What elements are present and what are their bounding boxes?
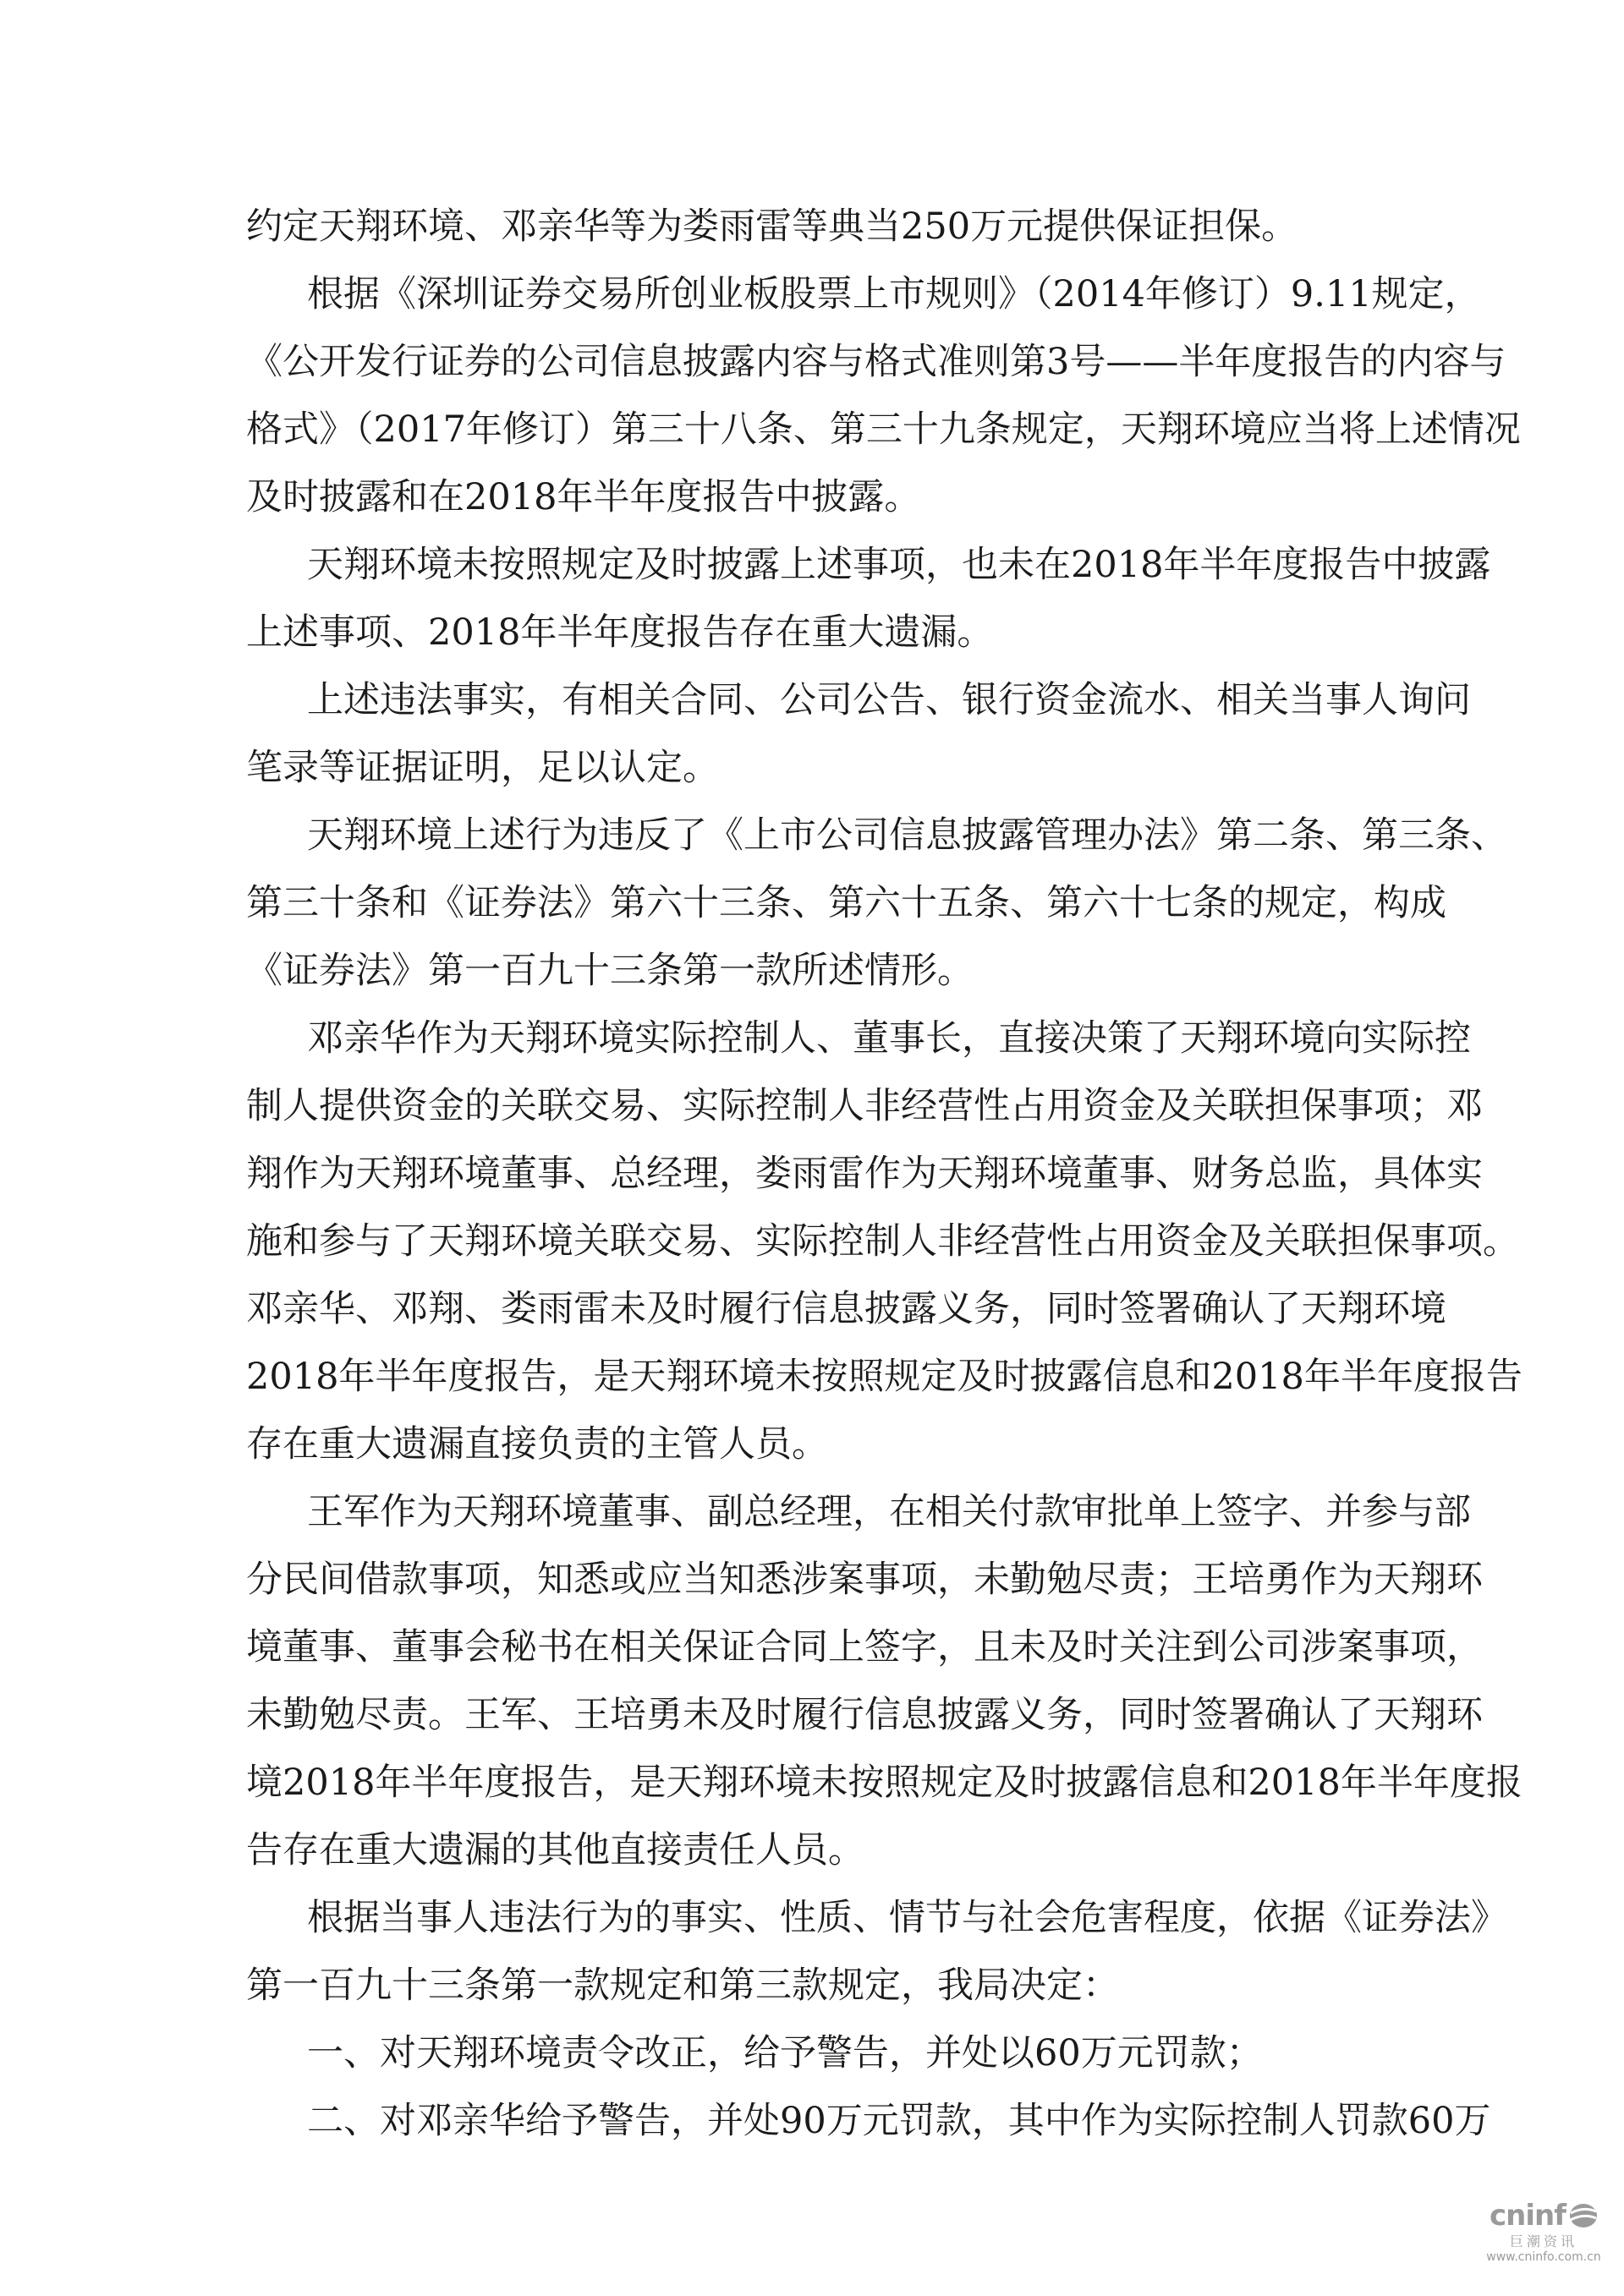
paragraph-6-line: 境董事、董事会秘书在相关保证合同上签字，且未及时关注到公司涉案事项， [246, 1626, 1483, 1669]
paragraph-5-line: 2018年半年度报告，是天翔环境未按照规定及时披露信息和2018年半年度报告 [246, 1356, 1522, 1398]
paragraph-7-line: 根据当事人违法行为的事实、性质、情节与社会危害程度，依据《证券法》 [307, 1897, 1507, 1939]
paragraph-1-line: 及时披露和在2018年半年度报告中披露。 [246, 476, 921, 518]
paragraph-7-line: 第一百九十三条第一款规定和第三款规定，我局决定： [246, 1964, 1119, 2007]
paragraph-4-line: 第三十条和《证券法》第六十三条、第六十五条、第六十七条的规定，构成 [246, 882, 1446, 924]
paragraph-1-line: 《公开发行证券的公司信息披露内容与格式准则第3号——半年度报告的内容与 [246, 341, 1506, 383]
cninfo-swirl-icon [1569, 2203, 1598, 2228]
paragraph-2-line: 上述事项、2018年半年度报告存在重大遗漏。 [246, 611, 994, 654]
cninfo-watermark-logo [1476, 2199, 1611, 2264]
logo-brand-text: cninf [1489, 2199, 1566, 2233]
paragraph-5-line: 翔作为天翔环境董事、总经理，娄雨雷作为天翔环境董事、财务总监，具体实 [246, 1153, 1483, 1195]
logo-chinese-name: 巨潮资讯 [1509, 2233, 1577, 2249]
paragraph-6-line: 境2018年半年度报告，是天翔环境未按照规定及时披露信息和2018年半年度报 [246, 1762, 1522, 1804]
paragraph-6-line: 未勤勉尽责。王军、王培勇未及时履行信息披露义务，同时签署确认了天翔环 [246, 1694, 1483, 1736]
paragraph-4-line: 天翔环境上述行为违反了《上市公司信息披露管理办法》第二条、第三条、 [307, 814, 1507, 857]
paragraph-6-line: 王军作为天翔环境董事、副总经理，在相关付款审批单上签字、并参与部 [307, 1491, 1471, 1533]
document-body [246, 193, 1522, 2155]
paragraph-1-line: 根据《深圳证券交易所创业板股票上市规则》（2014年修订）9.11规定， [307, 273, 1481, 315]
paragraph-5-line: 施和参与了天翔环境关联交易、实际控制人非经营性占用资金及关联担保事项。 [246, 1220, 1519, 1263]
paragraph-9-line: 二、对邓亲华给予警告，并处90万元罚款，其中作为实际控制人罚款60万 [307, 2100, 1491, 2142]
paragraph-5-line: 存在重大遗漏直接负责的主管人员。 [246, 1423, 828, 1466]
paragraph-6-line: 告存在重大遗漏的其他直接责任人员。 [246, 1829, 864, 1871]
paragraph-3-line: 笔录等证据证明，足以认定。 [246, 747, 719, 789]
logo-brand [1490, 2199, 1598, 2233]
paragraph-4-line: 《证券法》第一百九十三条第一款所述情形。 [246, 950, 974, 992]
paragraph-6-line: 分民间借款事项，知悉或应当知悉涉案事项，未勤勉尽责；王培勇作为天翔环 [246, 1559, 1483, 1601]
paragraph-5-line: 邓亲华、邓翔、娄雨雷未及时履行信息披露义务，同时签署确认了天翔环境 [246, 1288, 1446, 1330]
logo-url: www.cninfo.com.cn [1486, 2250, 1601, 2264]
paragraph-3-line: 上述违法事实，有相关合同、公司公告、银行资金流水、相关当事人询问 [307, 679, 1471, 721]
paragraph-8-line: 一、对天翔环境责令改正，给予警告，并处以60万元罚款； [307, 2032, 1263, 2074]
paragraph-0-line: 约定天翔环境、邓亲华等为娄雨雷等典当250万元提供保证担保。 [246, 205, 1298, 248]
paragraph-2-line: 天翔环境未按照规定及时披露上述事项，也未在2018年半年度报告中披露 [307, 544, 1491, 586]
paragraph-5-line: 制人提供资金的关联交易、实际控制人非经营性占用资金及关联担保事项；邓 [246, 1085, 1483, 1127]
paragraph-5-line: 邓亲华作为天翔环境实际控制人、董事长，直接决策了天翔环境向实际控 [307, 1017, 1471, 1060]
paragraph-1-line: 格式》（2017年修订）第三十八条、第三十九条规定，天翔环境应当将上述情况 [246, 408, 1521, 451]
